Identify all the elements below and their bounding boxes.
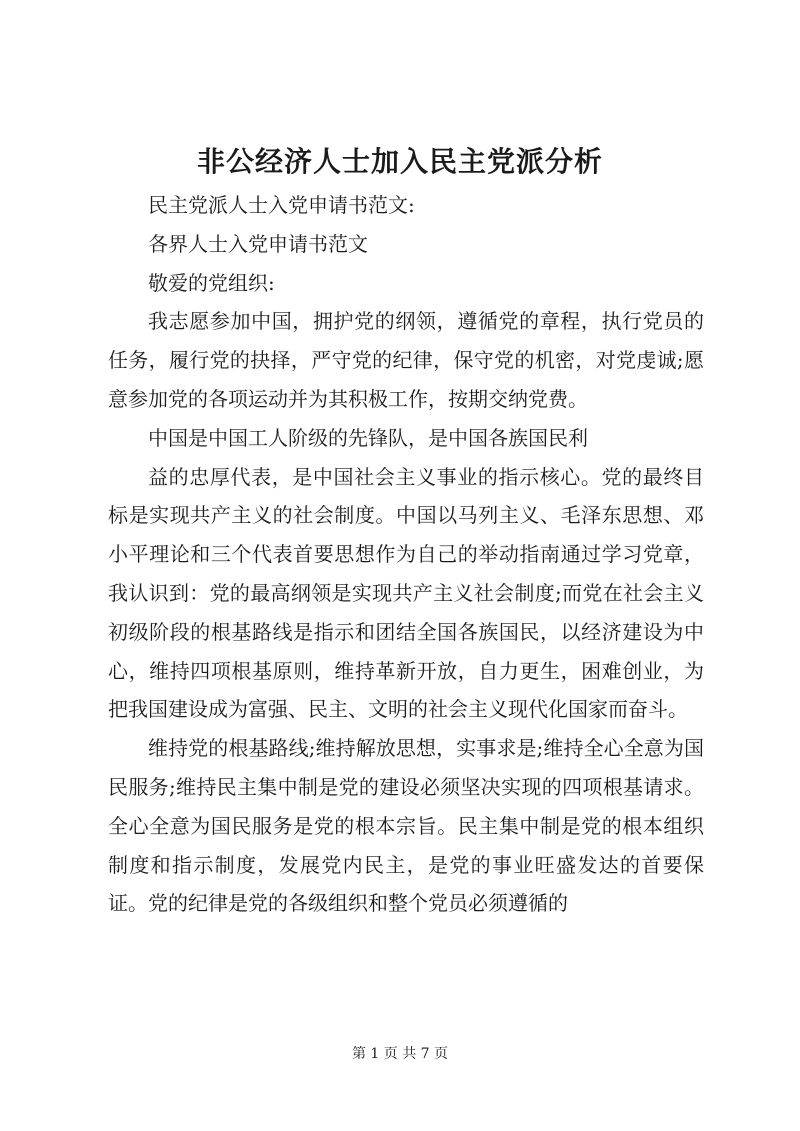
paragraph-4: 我志愿参加中国，拥护党的纲领，遵循党的章程，执行党员的任务，履行党的抉择，严守党的纪律，保守党的机密，对党虔诚;愿意参加党的各项运动并为其积极工作，按期交纳党费。 [108,309,704,411]
document-body [108,186,704,923]
paragraph-5: 中国是中国工人阶级的先锋队，是中国各族国民利 [148,425,588,450]
paragraph-7: 维持党的根基路线;维持解放思想，实事求是;维持全心全意为国民服务;维持民主集中制是党的建设必须坚决实现的四项根基请求。全心全意为国民服务是党的根本宗旨。民主集中制是党的根本组织制度和指示制度，发展党内民主，是党的事业旺盛发达的首要保证。党的纪律是党的各级组织和整个党员必须遵循的 [108,736,704,916]
paragraph-2: 各界人士入党申请书范文 [148,231,368,256]
paragraph-6: 益的忠厚代表，是中国社会主义事业的指示核心。党的最终目标是实现共产主义的社会制度。中国以马列主义、毛泽东思想、邓小平理论和三个代表首要思想作为自己的举动指南通过学习党章，我认识到：党的最高纲领是实现共产主义社会制度;而党在社会主义初级阶段的根基路线是指示和团结全国各族国民，以经济建设为中心，维持四项根基原则，维持革新开放，自力更生，困难创业，为把我国建设成为富强、民主、文明的社会主义现代化国家而奋斗。 [108,464,704,722]
paragraph-1: 民主党派人士入党申请书范文: [148,193,415,217]
paragraph-3: 敬爱的党组织: [148,270,275,295]
page-footer: 第 1 页 共 7 页 [351,1046,449,1062]
document-title: 非公经济人士加入民主党派分析 [196,145,603,178]
